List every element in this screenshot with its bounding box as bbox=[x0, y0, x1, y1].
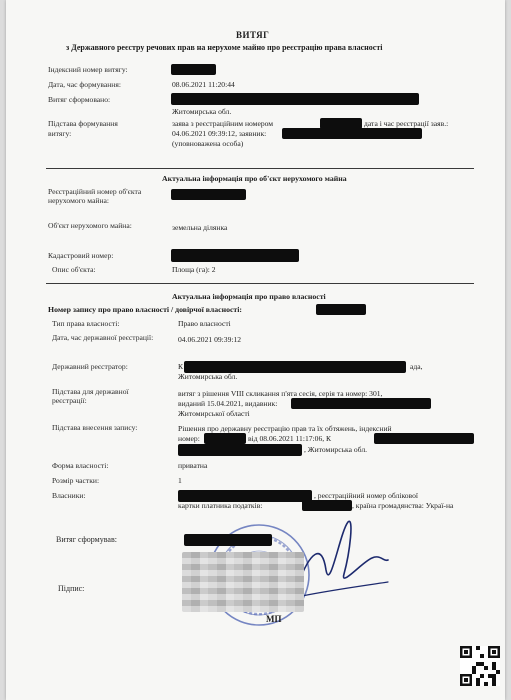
registrar-region: Житомирська обл. bbox=[178, 372, 238, 381]
redacted-registrar-office bbox=[178, 444, 302, 456]
redacted-cadastral-number bbox=[171, 249, 299, 262]
owners-line1: , реєстраційний номер облікової bbox=[314, 491, 418, 500]
basis-label-line1: Підстава формування bbox=[48, 119, 118, 128]
entry-basis-line2-prefix: номер: bbox=[178, 434, 200, 443]
formation-date-value: 08.06.2021 11:20:44 bbox=[172, 80, 235, 89]
reg-number-label: Реєстраційний номер об'єкта нерухомого майна: bbox=[48, 187, 142, 205]
registrar-value-prefix: К bbox=[178, 362, 184, 371]
blurred-signature-area bbox=[182, 552, 304, 612]
registrar-value-suffix: ада, bbox=[410, 362, 423, 371]
object-value: земельна ділянка bbox=[172, 223, 228, 232]
description-label: Опис об'єкта: bbox=[52, 265, 96, 274]
object-section-heading: Актуальна інформація про об'єкт нерухомого майна bbox=[162, 174, 347, 183]
redacted-issuer bbox=[291, 398, 431, 409]
form-label: Форма власності: bbox=[52, 461, 109, 470]
redacted-reg-number bbox=[171, 189, 246, 200]
entry-basis-line3: , Житомирська обл. bbox=[304, 445, 368, 454]
share-value: 1 bbox=[178, 476, 182, 485]
form-value: приватна bbox=[178, 461, 208, 470]
redacted-formed-by bbox=[171, 93, 419, 105]
description-value: Площа (га): 2 bbox=[172, 265, 216, 274]
redacted-formed-by-name bbox=[184, 534, 272, 546]
formed-by-footer-label: Витяг сформував: bbox=[56, 535, 117, 544]
state-basis-label: Підстава для державної реєстрації: bbox=[52, 387, 129, 405]
right-type-label: Тип права власності: bbox=[52, 319, 120, 328]
state-basis-line1: витяг з рішення VIII скликання п'ята сесія, серія та номер: 301, bbox=[178, 389, 383, 398]
formed-by-label: Витяг сформовано: bbox=[48, 95, 111, 104]
redacted-applicant bbox=[282, 128, 422, 139]
signature-label: Підпис: bbox=[58, 584, 85, 593]
cadastral-label: Кадастровий номер: bbox=[48, 251, 114, 260]
qr-code-icon bbox=[460, 646, 500, 686]
state-basis-line2: виданий 15.04.2021, видавник: bbox=[178, 399, 278, 408]
redacted-decision-number bbox=[204, 433, 246, 444]
formed-by-region: Житомирська обл. bbox=[172, 107, 232, 116]
redacted-index-number bbox=[171, 64, 216, 75]
owners-line2: , країна громадянства: Украї-на bbox=[352, 501, 454, 510]
redacted-registrar-name bbox=[374, 433, 474, 444]
entry-basis-label: Підстава внесення запису: bbox=[52, 423, 138, 432]
entry-basis-line2: від 08.06.2021 11:17:06, К bbox=[248, 434, 332, 443]
index-number-label: Індексний номер витягу: bbox=[48, 65, 128, 74]
basis-value-line3: (уповноважена особа) bbox=[172, 139, 244, 148]
record-number-label: Номер запису про право власності / довірчої власності: bbox=[48, 305, 243, 314]
document-subtitle: з Державного реєстру речових прав на нерухоме майно про реєстрацію права власності bbox=[66, 43, 383, 52]
basis-value-line2: 04.06.2021 09:39:12, заявник: bbox=[172, 129, 267, 138]
state-basis-line3: Житомирської області bbox=[178, 409, 250, 418]
basis-value-line1: заява з реєстраційним номером bbox=[172, 119, 274, 128]
entry-basis-line1: Рішення про державну реєстрацію прав та їх обтяжень, індексний bbox=[178, 424, 392, 433]
stamp-place-label: МП bbox=[266, 614, 282, 624]
owners-label: Власники: bbox=[52, 491, 86, 500]
registration-date-label: Дата, час державної реєстрації: bbox=[52, 333, 154, 342]
share-label: Розмір частки: bbox=[52, 476, 100, 485]
registration-date-value: 04.06.2021 09:39:12 bbox=[178, 335, 242, 344]
right-type-value: Право власності bbox=[178, 319, 231, 328]
signature-icon bbox=[292, 512, 392, 602]
basis-label-line2: витягу: bbox=[48, 129, 72, 138]
formation-date-label: Дата, час формування: bbox=[48, 80, 121, 89]
object-label: Об'єкт нерухомого майна: bbox=[48, 221, 132, 230]
redacted-record-number bbox=[316, 304, 366, 315]
owners-line2-prefix: картки платника податків: bbox=[178, 501, 263, 510]
document-title: ВИТЯГ bbox=[236, 30, 270, 40]
basis-value-line1b: дата і час реєстрації заяв.: bbox=[364, 119, 449, 128]
registrar-label: Державний реєстратор: bbox=[52, 362, 128, 371]
ownership-section-heading: Актуальна інформація про право власності bbox=[172, 292, 326, 301]
document-page bbox=[6, 0, 505, 700]
redacted-tax-number bbox=[302, 500, 352, 511]
section-divider bbox=[46, 168, 474, 169]
section-divider bbox=[46, 283, 474, 284]
